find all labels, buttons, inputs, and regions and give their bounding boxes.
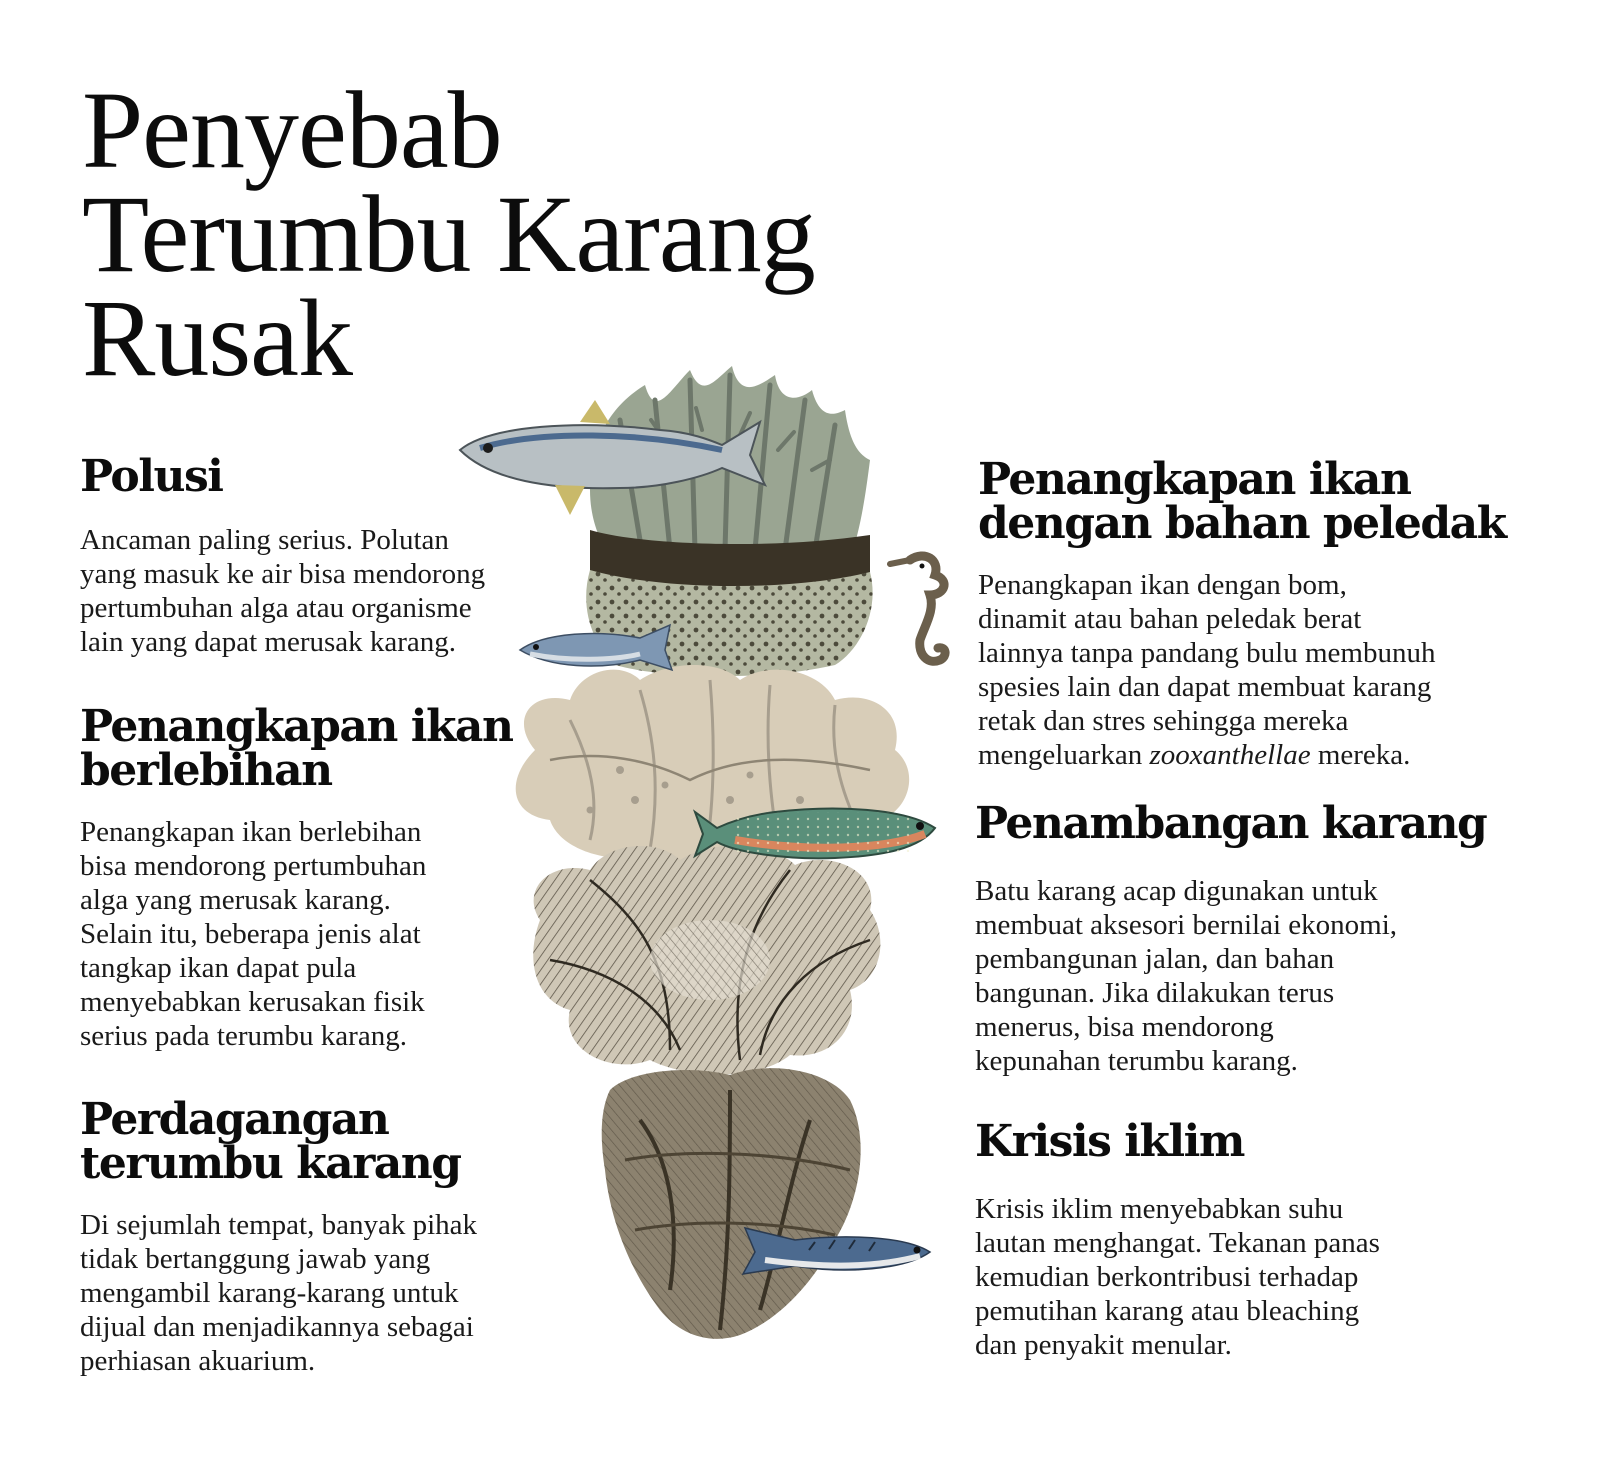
body-line: pembangunan jalan, dan bahan [975, 943, 1335, 975]
section-heading [80, 1094, 477, 1189]
section-heading [975, 1116, 1380, 1167]
body-line: kemudian berkontribusi terhadap [975, 1261, 1359, 1293]
body-line: Di sejumlah tempat, banyak pihak [80, 1209, 478, 1241]
body-line: pemutihan karang atau bleaching [975, 1295, 1360, 1327]
section-body [975, 1192, 1380, 1362]
section-blast-fishing [978, 454, 1506, 772]
body-line: kepunahan terumbu karang. [975, 1045, 1298, 1077]
body-line: tidak bertanggung jawab yang [80, 1243, 431, 1275]
body-line: alga yang merusak karang. [80, 884, 391, 916]
italic-term: zooxanthellae [1149, 739, 1311, 771]
section-heading [975, 798, 1487, 849]
body-line: Penangkapan ikan dengan bom, [978, 569, 1347, 601]
body-line: serius pada terumbu karang. [80, 1020, 407, 1052]
section-body [80, 1208, 477, 1378]
section-body [978, 568, 1506, 772]
heading-line: berlebihan [80, 745, 332, 796]
section-coral-trade [80, 1094, 478, 1378]
body-line: menerus, bisa mendorong [975, 1011, 1274, 1043]
body-line: retak dan stres sehingga mereka [978, 705, 1349, 737]
heading-line: Penangkapan ikan [80, 701, 513, 752]
body-line: dijual dan menjadikannya sebagai [80, 1311, 474, 1343]
body-line: yang masuk ke air bisa mendorong [80, 558, 486, 590]
heading-line: dengan bahan peledak [978, 498, 1506, 549]
section-body [80, 523, 485, 659]
title-line-1: Penyebab [82, 69, 502, 191]
body-line: membuat aksesori bernilai ekonomi, [975, 909, 1398, 941]
body-line: Selain itu, beberapa jenis alat [80, 918, 421, 950]
section-body [975, 874, 1486, 1078]
body-line: bangunan. Jika dilakukan terus [975, 977, 1335, 1009]
body-line: Penangkapan ikan berlebihan [80, 816, 422, 848]
section-coral-mining [975, 798, 1487, 1078]
body-line: mengambil karang-karang untuk [80, 1277, 459, 1309]
heading-line: Krisis iklim [975, 1116, 1244, 1167]
page-title [82, 69, 815, 399]
body-line: dinamit atau bahan peledak berat [978, 603, 1362, 635]
body-line: dan penyakit menular. [975, 1329, 1232, 1361]
body-text: mereka. [1310, 739, 1411, 771]
section-heading [80, 451, 485, 502]
body-line-last [978, 738, 1506, 772]
title-line-3: Rusak [82, 277, 352, 399]
body-line: bisa mendorong pertumbuhan [80, 850, 427, 882]
body-line: lautan menghangat. Tekanan panas [975, 1227, 1380, 1259]
heading-line: Perdagangan [80, 1094, 389, 1145]
heading-line: Penangkapan ikan [978, 454, 1411, 505]
body-line: perhiasan akuarium. [80, 1345, 316, 1377]
coral-reef-illustration [440, 360, 980, 1360]
body-line: lain yang dapat merusak karang. [80, 626, 457, 658]
heading-line: Penambangan karang [975, 798, 1487, 849]
body-line: tangkap ikan dapat pula [80, 952, 357, 984]
body-line: Ancaman paling serius. Polutan [80, 524, 449, 556]
section-heading [978, 454, 1506, 549]
plate-coral [533, 846, 880, 1075]
body-text: mengeluarkan [978, 739, 1150, 771]
heading-line: terumbu karang [80, 1138, 461, 1189]
title-line-2: Terumbu Karang [82, 173, 815, 295]
body-line: lainnya tanpa pandang bulu membunuh [978, 637, 1436, 669]
section-polusi [80, 451, 486, 659]
body-line: Batu karang acap digunakan untuk [975, 875, 1378, 907]
body-line: Krisis iklim menyebabkan suhu [975, 1193, 1344, 1225]
body-line: menyebabkan kerusakan fisik [80, 986, 425, 1018]
seahorse [890, 556, 945, 661]
brain-coral-base [602, 1068, 861, 1339]
body-line: pertumbuhan alga atau organisme [80, 592, 472, 624]
section-climate-crisis [975, 1116, 1380, 1362]
branching-coral [586, 366, 872, 676]
body-line: spesies lain dan dapat membuat karang [978, 671, 1432, 703]
heading-line: Polusi [80, 451, 223, 502]
